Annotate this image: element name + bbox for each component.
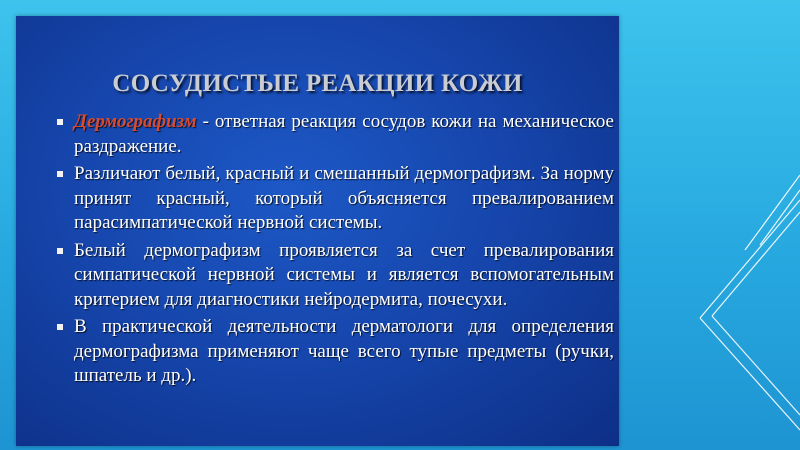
slide-title: СОСУДИСТЫЕ РЕАКЦИИ КОЖИ	[112, 70, 523, 97]
bullet-item	[57, 110, 614, 159]
square-bullet-icon	[57, 119, 63, 125]
bullet-text: Белый дермографизм проявляется за счет превалирования симпатической нервной системы и является вспомогательным критерием для диагностики нейродермита, почесухи.	[74, 239, 614, 310]
bullet-list	[57, 110, 614, 392]
square-bullet-icon	[57, 324, 63, 330]
bullet-text: Различают белый, красный и смешанный дермографизм. За норму принят красный, который объясняется превалированием парасимпатической нервной системы.	[74, 163, 614, 233]
square-bullet-icon	[57, 248, 63, 254]
bullet-text: В практической деятельности дерматологи для определения дермографизма применяют чаще всего тупые предметы (ручки, шпатель и др.).	[74, 316, 614, 386]
bullet-item	[57, 162, 614, 236]
bullet-item	[57, 239, 614, 313]
bullet-item	[57, 315, 614, 389]
bullet-text: - ответная реакция сосудов кожи на механическое раздражение.	[74, 111, 614, 157]
square-bullet-icon	[57, 171, 63, 177]
content-panel	[16, 16, 619, 446]
highlighted-term: Дермографизм	[74, 111, 197, 132]
